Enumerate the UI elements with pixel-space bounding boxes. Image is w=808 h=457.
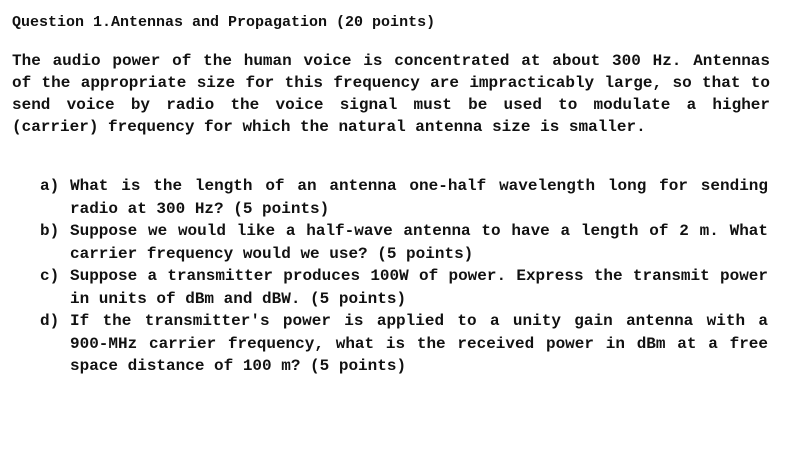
sub-question-label: c) — [40, 267, 60, 285]
sub-question-text: Suppose we would like a half-wave antenna to have a length of 2 m. What carrier frequency would we use? (5 points) — [70, 222, 768, 263]
sub-question-a — [40, 175, 768, 220]
sub-question-list — [40, 175, 768, 378]
sub-question-b — [40, 220, 768, 265]
sub-question-text: What is the length of an antenna one-half wavelength long for sending radio at 300 Hz? (5 points) — [70, 177, 768, 218]
sub-question-d — [40, 310, 768, 378]
sub-question-label: d) — [40, 312, 60, 330]
sub-question-label: a) — [40, 177, 60, 195]
sub-question-text: Suppose a transmitter produces 100W of power. Express the transmit power in units of dBm and dBW. (5 points) — [70, 267, 768, 308]
sub-question-text: If the transmitter's power is applied to a unity gain antenna with a 900-MHz carrier frequency, what is the received power in dBm at a free space distance of 100 m? (5 points) — [70, 312, 768, 375]
sub-question-c — [40, 265, 768, 310]
question-intro-paragraph: The audio power of the human voice is concentrated at about 300 Hz. Antennas of the appropriate size for this frequency are impracticably large, so that to send voice by radio the voice signal must be used to modulate a higher (carrier) frequency for which the natural antenna size is smaller. — [12, 52, 770, 136]
question-title: Question 1.Antennas and Propagation (20 points) — [12, 14, 436, 31]
sub-question-label: b) — [40, 222, 60, 240]
